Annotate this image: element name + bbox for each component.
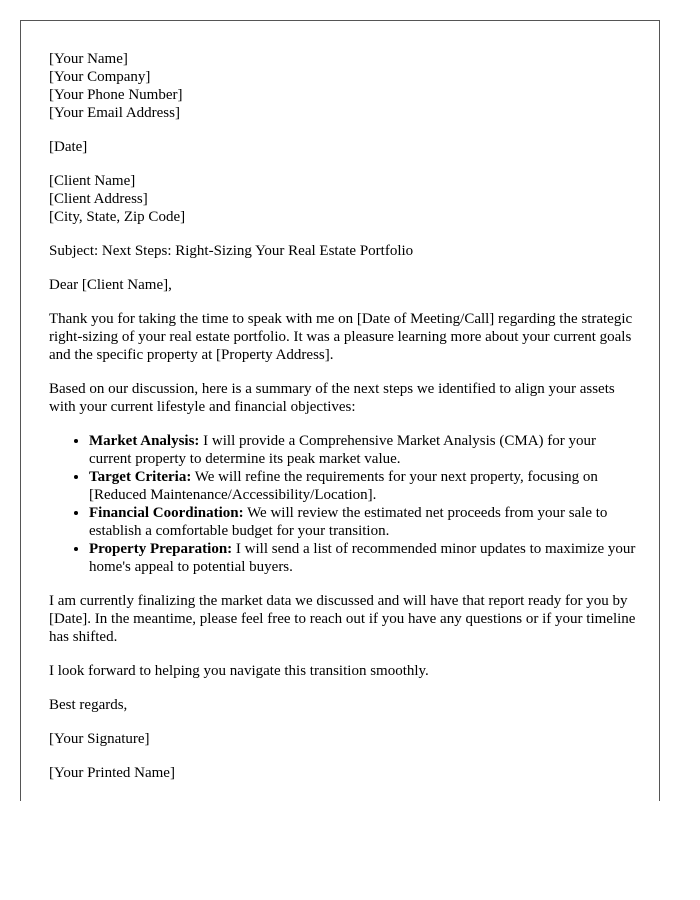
list-item bbox=[89, 468, 639, 504]
subject-line: Subject: Next Steps: Right-Sizing Your Real Estate Portfolio bbox=[49, 243, 414, 259]
sender-name: [Your Name] bbox=[49, 51, 128, 67]
sender-email: [Your Email Address] bbox=[49, 105, 180, 121]
status-paragraph: I am currently finalizing the market data we discussed and will have that report ready for you by [Date]. In the meantime, please feel free to reach out if you have any questions or if your timeline has shifted. bbox=[49, 593, 636, 645]
step-text: We will refine the requirements for your next property, focusing on [Reduced Maintenance/Accessibility/Location]. bbox=[89, 469, 598, 503]
step-title: Target Criteria: bbox=[89, 469, 192, 485]
signoff: Best regards, bbox=[49, 697, 128, 713]
step-text: We will review the estimated net proceeds from your sale to establish a comfortable budget for your transition. bbox=[89, 505, 608, 539]
recipient-name: [Client Name] bbox=[49, 173, 136, 189]
intro-paragraph: Thank you for taking the time to speak with me on [Date of Meeting/Call] regarding the strategic right-sizing of your real estate portfolio. It was a pleasure learning more about your current goals and the specific property at [Property Address]. bbox=[49, 311, 633, 363]
printed-name: [Your Printed Name] bbox=[49, 765, 175, 781]
list-item bbox=[89, 504, 639, 540]
recipient-block bbox=[49, 172, 639, 226]
step-title: Property Preparation: bbox=[89, 541, 233, 557]
step-text: I will send a list of recommended minor updates to maximize your home's appeal to potential buyers. bbox=[89, 541, 636, 575]
step-title: Market Analysis: bbox=[89, 433, 200, 449]
summary-paragraph: Based on our discussion, here is a summary of the next steps we identified to align your assets with your current lifestyle and financial objectives: bbox=[49, 381, 615, 415]
salutation: Dear [Client Name], bbox=[49, 277, 172, 293]
sender-block bbox=[49, 50, 639, 122]
step-text: I will provide a Comprehensive Market Analysis (CMA) for your current property to determine its peak market value. bbox=[89, 433, 597, 467]
sender-company: [Your Company] bbox=[49, 69, 151, 85]
next-steps-list bbox=[49, 432, 639, 576]
sender-phone: [Your Phone Number] bbox=[49, 87, 183, 103]
recipient-city-state-zip: [City, State, Zip Code] bbox=[49, 209, 186, 225]
step-title: Financial Coordination: bbox=[89, 505, 244, 521]
closing-paragraph: I look forward to helping you navigate this transition smoothly. bbox=[49, 663, 429, 679]
recipient-address: [Client Address] bbox=[49, 191, 148, 207]
list-item bbox=[89, 432, 639, 468]
signature: [Your Signature] bbox=[49, 731, 150, 747]
letter-date: [Date] bbox=[49, 139, 88, 155]
letter-page bbox=[20, 20, 660, 801]
list-item bbox=[89, 540, 639, 576]
